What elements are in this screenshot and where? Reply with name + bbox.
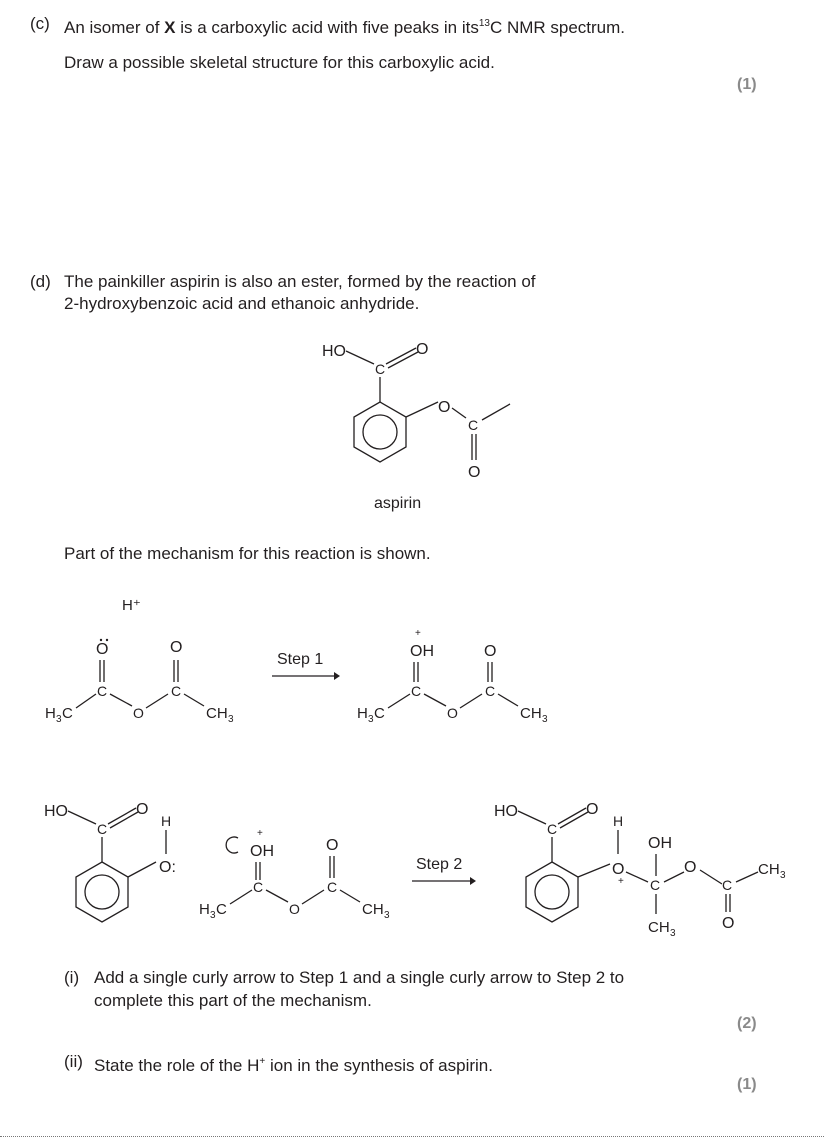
svg-text:O: O	[136, 801, 149, 818]
svg-text:C: C	[468, 417, 479, 433]
svg-text:C: C	[650, 877, 661, 893]
svg-text:CH: CH	[362, 901, 384, 918]
step2-arrow	[410, 875, 476, 887]
proton-superscript: +	[259, 1056, 266, 1067]
svg-text:HO: HO	[44, 803, 68, 820]
svg-text:O: O	[468, 464, 481, 481]
svg-text:O: O	[133, 705, 144, 721]
svg-text:O: O	[612, 861, 625, 878]
part-c-text-c: C NMR spectrum.	[489, 18, 626, 37]
part-d-label: (d)	[30, 272, 51, 291]
aspirin-caption: aspirin	[374, 495, 422, 512]
step1-arrow	[270, 670, 340, 682]
part-d-i-mark: (2)	[737, 1015, 757, 1032]
svg-text:3: 3	[210, 910, 216, 921]
part-c-label: (c)	[30, 14, 50, 33]
svg-text:O: O	[96, 641, 109, 658]
svg-text:CH: CH	[758, 861, 780, 878]
svg-text:O: O	[416, 341, 429, 358]
svg-text:3: 3	[542, 714, 548, 725]
svg-text:OH: OH	[250, 843, 274, 860]
step1-label: Step 1	[277, 651, 324, 668]
svg-text:3: 3	[780, 870, 786, 881]
proton-label: H⁺	[122, 597, 141, 614]
part-d-ii-text-b: ion in the synthesis of aspirin.	[265, 1056, 493, 1075]
svg-text:C: C	[722, 877, 733, 893]
svg-text:H: H	[199, 901, 210, 918]
protonated-anhydride-step2	[194, 828, 409, 923]
nmr-superscript: 13	[478, 18, 490, 29]
svg-text:H: H	[161, 813, 172, 829]
svg-text:O: O	[326, 837, 339, 854]
part-d-i-label: (i)	[64, 968, 80, 987]
part-c-text-b: is a carboxylic acid with five peaks in its	[180, 18, 479, 37]
svg-text:3: 3	[384, 910, 390, 921]
svg-text:CH: CH	[648, 919, 670, 936]
svg-text:O: O	[170, 639, 183, 656]
svg-text:O: O	[447, 705, 458, 721]
svg-text:C: C	[374, 705, 385, 722]
svg-text:O: O	[484, 643, 497, 660]
answer-line[interactable]	[0, 1136, 824, 1137]
part-c-question	[64, 14, 625, 38]
svg-text:O: O	[684, 859, 697, 876]
svg-text:C: C	[327, 879, 338, 895]
svg-text:H: H	[45, 705, 56, 722]
svg-text:3: 3	[56, 714, 62, 725]
answer-space-c[interactable]	[60, 105, 760, 260]
svg-text:C: C	[253, 879, 264, 895]
svg-text:C: C	[411, 683, 422, 699]
svg-text:C: C	[375, 361, 386, 377]
svg-text:CH: CH	[520, 705, 542, 722]
svg-text:O:: O:	[159, 859, 176, 876]
part-d-ii-question	[94, 1052, 493, 1076]
protonated-anhydride-structure	[352, 628, 562, 728]
anhydride-structure	[40, 628, 250, 728]
part-d-ii-text-a: State the role of the H	[94, 1056, 260, 1075]
svg-text:CH: CH	[206, 705, 228, 722]
svg-text:C: C	[216, 901, 227, 918]
svg-text:HO: HO	[494, 803, 518, 820]
svg-text:C: C	[171, 683, 182, 699]
svg-text:O: O	[438, 399, 451, 416]
aspirin-structure	[300, 330, 530, 490]
part-c-instruction: Draw a possible skeletal structure for this carboxylic acid.	[64, 53, 495, 72]
svg-text:3: 3	[368, 714, 374, 725]
svg-text:C: C	[547, 821, 558, 837]
svg-text:C: C	[97, 821, 108, 837]
part-c-mark: (1)	[737, 76, 757, 93]
part-d-line2: 2-hydroxybenzoic acid and ethanoic anhydride.	[64, 294, 420, 313]
part-d-i-line1: Add a single curly arrow to Step 1 and a single curly arrow to Step 2 to	[94, 968, 625, 987]
svg-text:C: C	[97, 683, 108, 699]
mechanism-intro: Part of the mechanism for this reaction is shown.	[64, 544, 431, 563]
svg-text:HO: HO	[322, 343, 346, 360]
svg-text:O: O	[586, 801, 599, 818]
svg-text:O: O	[289, 901, 300, 917]
part-d-ii-mark: (1)	[737, 1076, 757, 1093]
svg-text:C: C	[62, 705, 73, 722]
part-d-line1: The painkiller aspirin is also an ester, formed by the reaction of	[64, 272, 536, 291]
compound-x: X	[164, 18, 176, 37]
part-c-text-a: An isomer of	[64, 18, 160, 37]
svg-text:+: +	[257, 828, 263, 839]
svg-text:OH: OH	[410, 643, 434, 660]
part-d-ii-label: (ii)	[64, 1052, 83, 1071]
svg-text:H: H	[613, 813, 624, 829]
step2-label: Step 2	[416, 856, 463, 873]
tetrahedral-intermediate-structure	[478, 792, 798, 942]
hydroxybenzoic-acid-structure	[30, 792, 200, 942]
svg-text:O: O	[722, 915, 735, 932]
svg-text:OH: OH	[648, 835, 672, 852]
svg-text:H: H	[357, 705, 368, 722]
part-d-i-line2: complete this part of the mechanism.	[94, 991, 372, 1010]
svg-text:3: 3	[228, 714, 234, 725]
svg-text:3: 3	[670, 928, 676, 939]
svg-text:+: +	[415, 628, 421, 639]
svg-text:C: C	[485, 683, 496, 699]
svg-text:+: +	[618, 876, 624, 887]
